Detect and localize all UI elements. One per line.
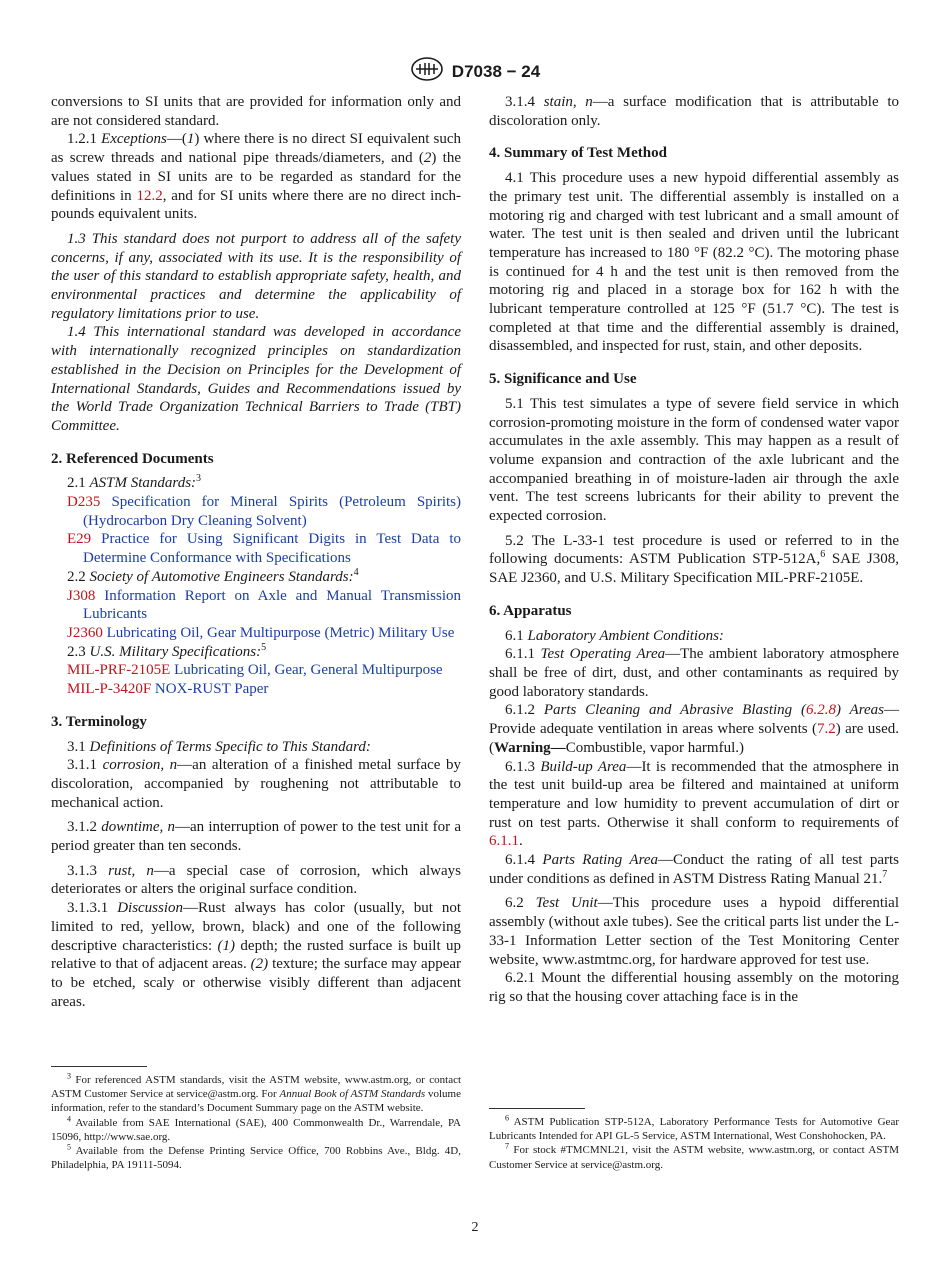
reference-d235[interactable]: D235 Specification for Mineral Spirits (Petroleum Spirits) (Hydrocarbon Dry Cleaning Solvent): [67, 494, 461, 529]
page-number: 2: [471, 1220, 479, 1235]
section-link-6-1-1[interactable]: 6.1.1: [489, 833, 519, 850]
footnote-7: $^7$ For stock #TMCMNL21, visit the ASTM website, www.astm.org, or contact ASTM Customer Service at service@astm.org.: [489, 1141, 899, 1171]
paragraph-6-1: 6.1 Laboratory Ambient Conditions:: [505, 627, 724, 644]
paragraph-2-1: 2.1 ASTM Standards:$^3$: [67, 473, 202, 492]
reference-j308[interactable]: J308 Information Report on Axle and Manual Transmission Lubricants: [67, 587, 461, 623]
astm-logo-icon: [410, 56, 444, 87]
paragraph-6-1-1: 6.1.1 Test Operating Area—The ambient laboratory atmosphere shall be free of dirt, dust, and other contaminants as required by good laboratory standards.: [489, 646, 900, 700]
paragraph-6-2: 6.2 Test Unit—This procedure uses a hypoid differential assembly (without axle tubes). See the critical parts list under the L-33-1 Information Letter section of the Test Monitoring Center website, www.astmtmc.org, for hardware approved for test use.: [489, 895, 899, 968]
left-column: [51, 93, 461, 1011]
footnote-divider: [51, 1066, 147, 1067]
right-column: [489, 93, 899, 1007]
paragraph-2-2: 2.2 Society of Automotive Engineers Standards:$^4$: [67, 566, 359, 585]
footnote-6: $^6$ ASTM Publication STP-512A, Laboratory Performance Tests for Automotive Gear Lubricants Intended for API GL-5 Service, ASTM International, West Conshohocken, PA.: [489, 1113, 899, 1143]
section-link-6-2-8[interactable]: 6.2.8: [806, 702, 836, 719]
reference-j2360[interactable]: J2360 Lubricating Oil, Gear Multipurpose (Metric) Military Use: [67, 624, 455, 641]
footnote-4: $^4$ Available from SAE International (SAE), 400 Commonwealth Dr., Warrendale, PA 15096, http://www.sae.org.: [51, 1113, 461, 1143]
paragraph-3-1-2: 3.1.2 downtime, n—an interruption of power to the test unit for a period greater than ten seconds.: [51, 819, 461, 855]
paragraph-1-2-1: 1.2.1 Exceptions—(1) where there is no direct SI equivalent such as screw threads and national pipe threads/diameters, and (2) the values stated in SI units are to be regarded as standard for the definitions in 12.2, and for SI units where there are no direct inch-pounds equivalent units.: [51, 131, 462, 223]
standard-designation: D7038 − 24: [451, 61, 541, 81]
paragraph-6-1-4: 6.1.4 Parts Rating Area—Conduct the rating of all test parts under conditions as defined in ASTM Distress Rating Manual 21.$^7$: [489, 852, 900, 887]
paragraph-5-1: 5.1 This test simulates a type of severe field service in which corrosion-promoting moisture in the form of condensed water vapor accumulates in the axle assembly. This may happen as a result of volume expansion and contraction of the axle lubricant and the accompanied breathing in of moisture-laden air through the axle vent. The test screens lubricants for their ability to prevent the expected corrosion.: [489, 395, 899, 525]
section-heading-3: 3. Terminology: [51, 713, 147, 730]
paragraph-1-3: 1.3 This standard does not purport to address all of the safety concerns, if any, associated with its use. It is the responsibility of the user of this standard to establish appropriate safety, health, and environmental practices and determine the applicability of regulatory limitations prior to use.: [51, 230, 461, 322]
paragraph-3-1-3: 3.1.3 rust, n—a special case of corrosion, which always deteriorates or alters the original surface condition.: [51, 862, 462, 898]
footnote-5: $^5$ Available from the Defense Printing Service Office, 700 Robbins Ave., Bldg. 4D, Philadelphia, PA 19111-5094.: [51, 1142, 461, 1172]
paragraph-3-1: 3.1 Definitions of Terms Specific to This Standard:: [67, 738, 371, 755]
section-heading-2: 2. Referenced Documents: [51, 450, 214, 467]
paragraph-3-1-1: 3.1.1 corrosion, n—an alteration of a finished metal surface by discoloration, accompanied by roughening not attributable to mechanical action.: [51, 757, 461, 811]
paragraph-6-2-1: 6.2.1 Mount the differential housing assembly on the motoring rig so that the housing cover attaching face is in the: [489, 970, 899, 1005]
paragraph-1-4: 1.4 This international standard was developed in accordance with internationally recognized principles on standardization established in the Decision on Principles for the Development of International Standards, Guides and Recommendations issued by the World Trade Organization Technical Barriers to Trade (TBT) Committee.: [51, 324, 461, 434]
footnote-divider: [489, 1108, 585, 1109]
paragraph-3-1-4: 3.1.4 stain, n—a surface modification that is attributable to discoloration only.: [489, 94, 899, 129]
section-link-7-2[interactable]: 7.2: [816, 721, 836, 738]
paragraph-2-3: 2.3 U.S. Military Specifications:$^5$: [67, 641, 267, 660]
left-footnotes: [51, 1066, 461, 1172]
section-heading-4: 4. Summary of Test Method: [489, 145, 667, 162]
section-link-12-2[interactable]: 12.2: [136, 187, 163, 204]
paragraph-6-1-2: 6.1.2 Parts Cleaning and Abrasive Blasting (6.2.8) Areas—Provide adequate ventilation in areas where solvents (7.2) are used. (Warning—Combustible, vapor harmful.): [489, 702, 899, 756]
section-heading-5: 5. Significance and Use: [489, 371, 637, 388]
paragraph-continued: conversions to SI units that are provided for information only and are not considered standard.: [51, 94, 461, 129]
section-heading-6: 6. Apparatus: [489, 602, 572, 619]
reference-mil-p-3420f[interactable]: MIL-P-3420F NOX-RUST Paper: [67, 681, 269, 698]
paragraph-4-1: 4.1 This procedure uses a new hypoid differential assembly as the primary test unit. The differential assembly is installed on a motoring rig and charged with test lubricant and a small amount of water. The test unit is then sealed and driven until the lubricant temperature has increased to 180 °F (82.2 °C). The motoring phase is continued for 4 h and the test unit is then removed from the motoring rig and placed in a storage box for 162 h with the lubricant temperature controlled at 125 °F (51.7 °C). The test is completed at that time and the differential assembly is drained, disassembled, and inspected for rust, stain, and other deposits.: [489, 170, 899, 355]
page-header: [0, 56, 950, 87]
paragraph-5-2: 5.2 The L-33-1 test procedure is used or referred to in the following documents: ASTM Publication STP-512A,$^6$ SAE J308, SAE J2360, and U.S. Military Specification MIL-PRF-2105E.: [489, 532, 899, 587]
right-footnotes: [489, 1108, 899, 1172]
paragraph-3-1-3-1: 3.1.3.1 Discussion—Rust always has color (usually, but not limited to red, yellow, brown, black) and one of the following descriptive characteristics: (1) depth; the rusted surface is built up relative to that of adjacent areas. (2) texture; the surface may appear to be etched, scaly or otherwise visibly different than adjacent areas.: [51, 900, 462, 1010]
paragraph-6-1-3: 6.1.3 Build-up Area—It is recommended that the atmosphere in the test unit build-up area be filtered and maintained at uniform temperature and low humidity to prevent accumulation of dirt or rust on test parts. Otherwise it shall conform to requirements of 6.1.1.: [489, 758, 899, 850]
reference-mil-prf-2105e[interactable]: MIL-PRF-2105E Lubricating Oil, Gear, General Multipurpose: [67, 662, 443, 679]
footnote-3: $^3$ For referenced ASTM standards, visit the ASTM website, www.astm.org, or contact ASTM Customer Service at service@astm.org. For Annual Book of ASTM Standards volume information, refer to the standard’s Document Summary page on the ASTM website.: [51, 1071, 462, 1115]
reference-e29[interactable]: E29 Practice for Using Significant Digits in Test Data to Determine Conformance with Specifications: [67, 531, 461, 567]
